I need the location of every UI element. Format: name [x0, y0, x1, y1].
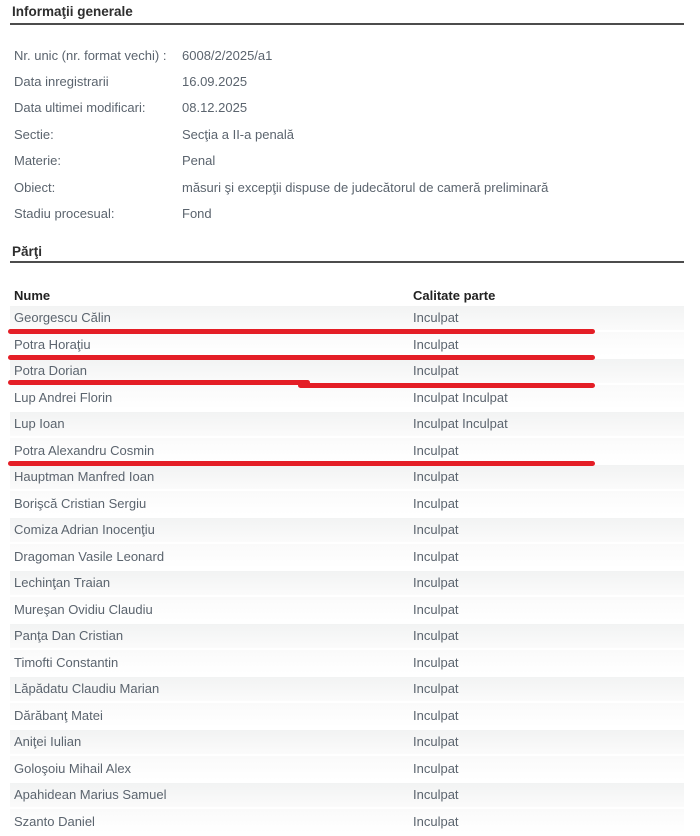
table-row	[10, 385, 684, 409]
info-field-row	[10, 121, 684, 147]
info-field-row	[10, 95, 684, 121]
parties-rows	[10, 306, 684, 834]
party-name: Aniţei Iulian	[14, 734, 82, 750]
info-field-row	[10, 200, 684, 226]
field-label: Data inregistrarii	[14, 74, 109, 90]
party-quality: Inculpat	[413, 628, 459, 644]
info-field-row	[10, 148, 684, 174]
table-row	[10, 438, 684, 462]
party-name: Potra Horaţiu	[14, 336, 91, 352]
general-info-section	[10, 0, 684, 227]
field-value: Fond	[182, 206, 212, 222]
party-name: Dragoman Vasile Leonard	[14, 548, 165, 564]
table-row	[10, 809, 684, 833]
table-row	[10, 359, 684, 383]
info-field-row	[10, 68, 684, 94]
general-info-fields	[10, 42, 684, 227]
table-row	[10, 544, 684, 568]
field-value: 6008/2/2025/a1	[182, 47, 273, 63]
party-name: Lup Andrei Florin	[14, 389, 113, 405]
table-row	[10, 491, 684, 515]
party-quality: Inculpat	[413, 813, 459, 829]
annotation-red-underline-right	[298, 383, 595, 388]
info-field-row	[10, 174, 684, 200]
column-header-name: Nume	[14, 287, 51, 303]
field-label: Stadiu procesual:	[14, 206, 115, 222]
party-name: Timofti Constantin	[14, 654, 119, 670]
field-value: Secţia a II-a penală	[182, 126, 295, 142]
party-quality: Inculpat	[413, 495, 459, 511]
party-quality: Inculpat Inculpat	[413, 389, 508, 405]
party-quality: Inculpat	[413, 760, 459, 776]
table-row	[10, 756, 684, 780]
party-quality: Inculpat	[413, 363, 459, 379]
table-row	[10, 518, 684, 542]
party-quality: Inculpat	[413, 336, 459, 352]
table-row	[10, 571, 684, 595]
party-quality: Inculpat	[413, 548, 459, 564]
section-divider	[10, 23, 684, 25]
party-quality: Inculpat	[413, 601, 459, 617]
party-quality: Inculpat	[413, 787, 459, 803]
party-quality: Inculpat	[413, 469, 459, 485]
field-value: Penal	[182, 153, 216, 169]
party-name: Apahidean Marius Samuel	[14, 787, 167, 803]
column-header-quality: Calitate parte	[413, 287, 496, 303]
field-label: Data ultimei modificari:	[14, 100, 146, 116]
party-name: Szanto Daniel	[14, 813, 95, 829]
party-name: Borişcă Cristian Sergiu	[14, 495, 147, 511]
party-quality: Inculpat	[413, 310, 459, 326]
field-label: Nr. unic (nr. format vechi) :	[14, 47, 167, 63]
party-name: Georgescu Călin	[14, 310, 111, 326]
field-label: Sectie:	[14, 126, 54, 142]
table-row	[10, 306, 684, 330]
party-quality: Inculpat	[413, 681, 459, 697]
table-row	[10, 677, 684, 701]
table-row	[10, 465, 684, 489]
party-name: Goloşoiu Mihail Alex	[14, 760, 132, 776]
field-label: Materie:	[14, 153, 61, 169]
party-name: Lăpădatu Claudiu Marian	[14, 681, 160, 697]
field-label: Obiect:	[14, 179, 56, 195]
field-value: 16.09.2025	[182, 74, 248, 90]
general-info-title: Informaţii generale	[12, 4, 133, 19]
parties-section	[10, 241, 684, 834]
parties-title: Părţi	[12, 243, 43, 259]
table-row	[10, 597, 684, 621]
party-name: Potra Dorian	[14, 363, 87, 379]
table-row	[10, 783, 684, 807]
annotation-red-underline	[8, 461, 595, 466]
party-quality: Inculpat	[413, 707, 459, 723]
field-value: 08.12.2025	[182, 100, 248, 116]
info-field-row	[10, 42, 684, 68]
party-name: Hauptman Manfred Ioan	[14, 469, 155, 485]
party-name: Comiza Adrian Inocenţiu	[14, 522, 155, 538]
annotation-red-underline	[8, 355, 595, 360]
party-name: Panţa Dan Cristian	[14, 628, 124, 644]
party-name: Mureşan Ovidiu Claudiu	[14, 601, 153, 617]
field-value: măsuri şi excepţii dispuse de judecătorul de cameră preliminară	[182, 179, 549, 195]
party-quality: Inculpat	[413, 654, 459, 670]
section-divider	[10, 261, 684, 263]
party-quality: Inculpat	[413, 522, 459, 538]
party-name: Lechinţan Traian	[14, 575, 111, 591]
table-row	[10, 332, 684, 356]
party-name: Potra Alexandru Cosmin	[14, 442, 155, 458]
table-row	[10, 730, 684, 754]
party-name: Dărăbanţ Matei	[14, 707, 103, 723]
table-row	[10, 650, 684, 674]
party-name: Lup Ioan	[14, 416, 65, 432]
annotation-red-underline-left	[8, 380, 310, 385]
party-quality: Inculpat	[413, 575, 459, 591]
table-row	[10, 624, 684, 648]
parties-table-header	[10, 285, 684, 306]
party-quality: Inculpat Inculpat	[413, 416, 508, 432]
annotation-red-underline	[8, 329, 595, 334]
party-quality: Inculpat	[413, 442, 459, 458]
table-row	[10, 703, 684, 727]
party-quality: Inculpat	[413, 734, 459, 750]
table-row	[10, 412, 684, 436]
